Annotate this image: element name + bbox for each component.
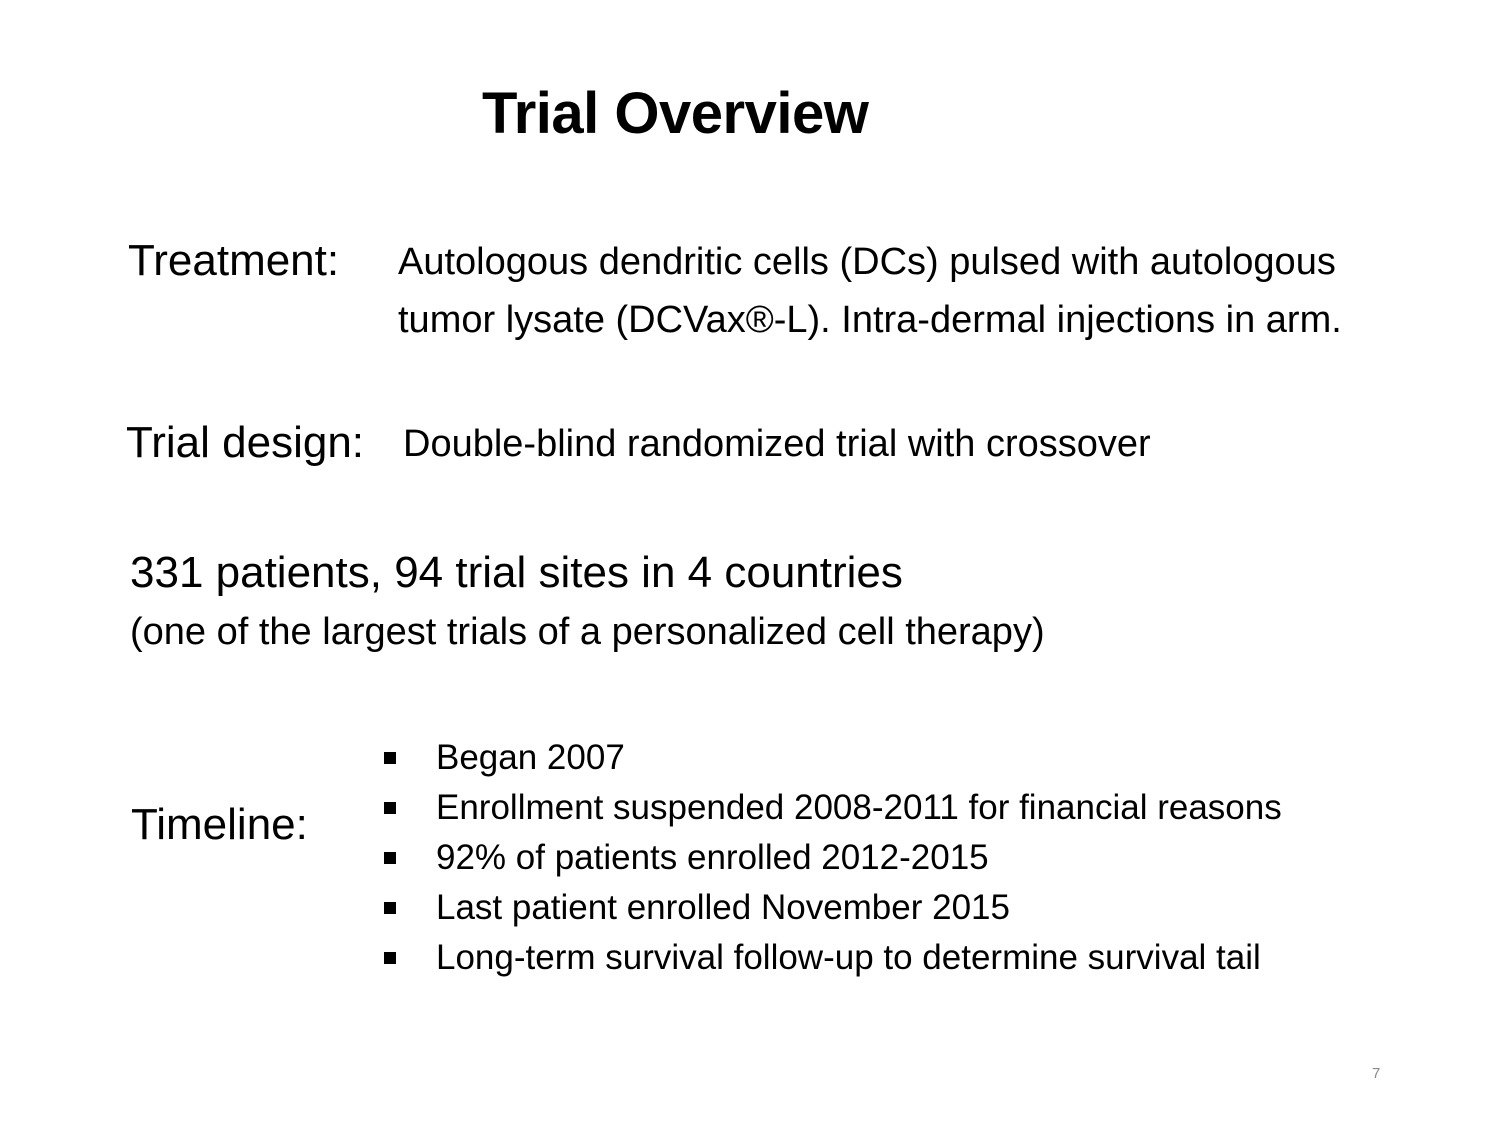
square-bullet-icon	[384, 852, 396, 864]
timeline-item-text: Long-term survival follow-up to determine survival tail	[436, 938, 1261, 977]
square-bullet-icon	[384, 802, 396, 814]
square-bullet-icon	[384, 752, 396, 764]
treatment-label: Treatment:	[128, 236, 340, 285]
treatment-text-line: tumor lysate (DCVax®-L). Intra-dermal injections in arm.	[398, 299, 1342, 341]
page-number: 7	[1372, 1065, 1381, 1082]
trial-design-label: Trial design:	[126, 418, 365, 467]
patients-headline: 331 patients, 94 trial sites in 4 countries	[130, 548, 903, 597]
timeline-item-text: Last patient enrolled November 2015	[436, 888, 1010, 927]
slide-title: Trial Overview	[482, 81, 869, 146]
treatment-text-line: Autologous dendritic cells (DCs) pulsed with autologous	[398, 241, 1336, 283]
timeline-item-text: Enrollment suspended 2008-2011 for financial reasons	[436, 788, 1282, 827]
trial-design-text: Double-blind randomized trial with crossover	[403, 423, 1151, 465]
timeline-label: Timeline:	[131, 800, 308, 849]
square-bullet-icon	[384, 952, 396, 964]
timeline-item-text: Began 2007	[436, 738, 625, 777]
timeline-item-text: 92% of patients enrolled 2012-2015	[436, 838, 989, 877]
square-bullet-icon	[384, 902, 396, 914]
patients-note: (one of the largest trials of a personalized cell therapy)	[130, 611, 1045, 653]
